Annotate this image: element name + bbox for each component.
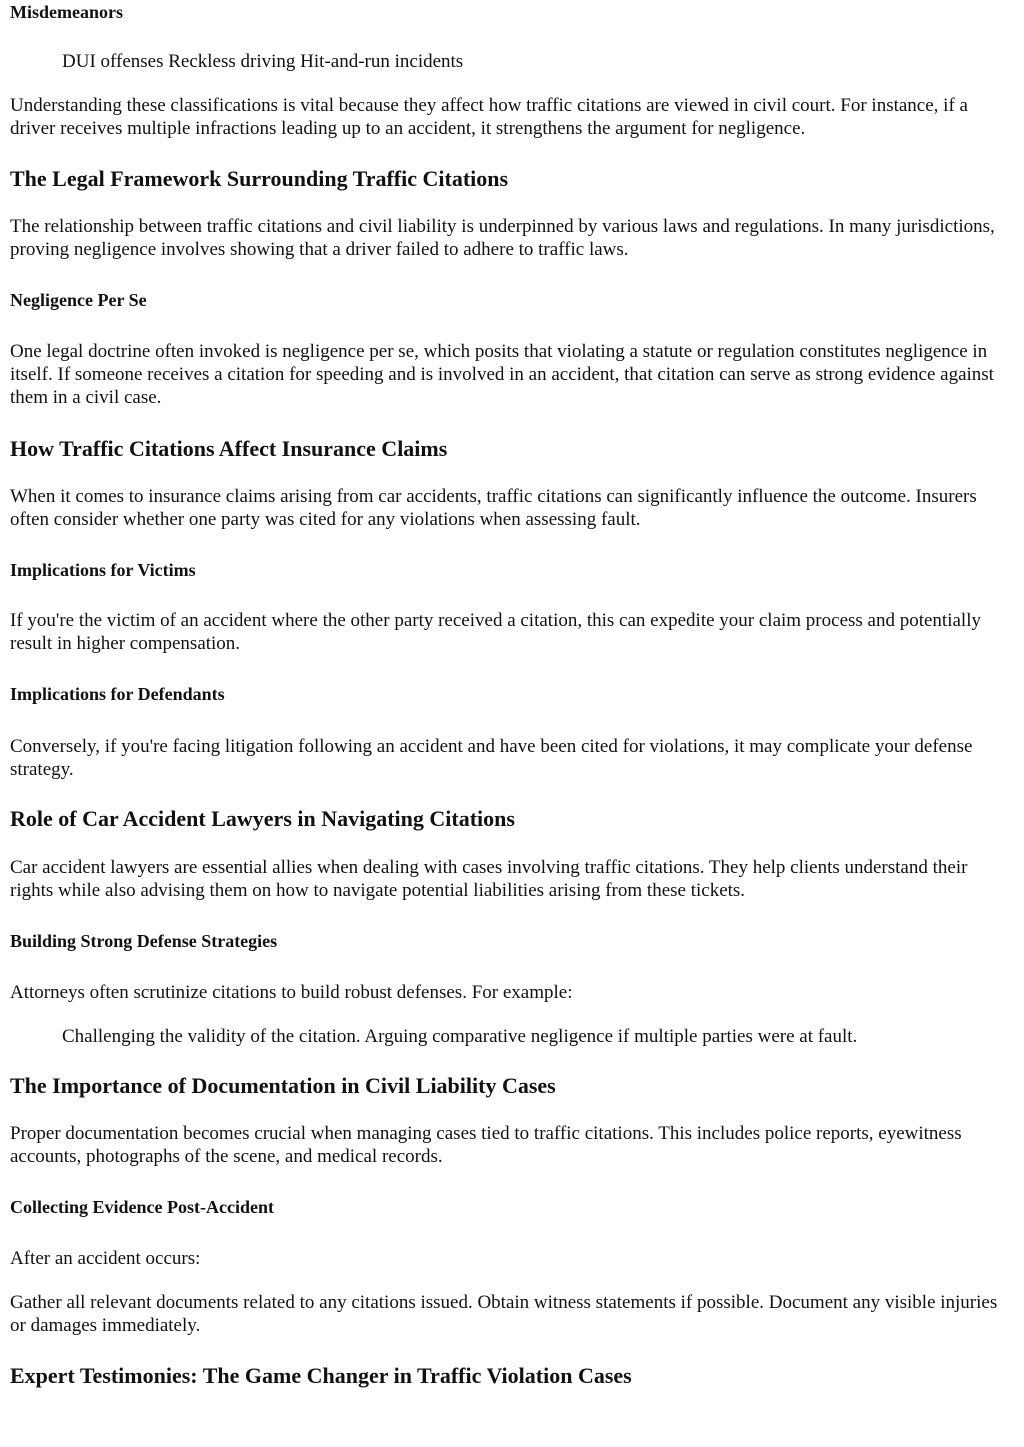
defense-strategy-examples: Challenging the validity of the citation. Arguing comparative negligence if multiple parties were at fault. [62, 1026, 858, 1047]
paragraph-negligence-per-se: One legal doctrine often invoked is negligence per se, which posits that violating a statute or regulation constitutes negligence in itself. If someone receives a citation for speeding and is involved in an accident, that citation can serve as strong evidence against them in a civil case. [10, 341, 994, 408]
paragraph-understanding: Understanding these classifications is vital because they affect how traffic citations are viewed in civil court. For instance, if a driver receives multiple infractions leading up to an accident, it strengthens the argument for negligence. [10, 95, 968, 139]
heading-insurance-claims: How Traffic Citations Affect Insurance Claims [10, 436, 448, 461]
heading-car-accident-lawyers: Role of Car Accident Lawyers in Navigating Citations [10, 806, 515, 831]
heading-collecting-evidence: Collecting Evidence Post-Accident [10, 1197, 274, 1217]
heading-expert-testimonies: Expert Testimonies: The Game Changer in Traffic Violation Cases [10, 1363, 632, 1388]
heading-legal-framework: The Legal Framework Surrounding Traffic Citations [10, 166, 509, 191]
heading-negligence-per-se: Negligence Per Se [10, 290, 147, 310]
heading-implications-victims: Implications for Victims [10, 560, 196, 580]
heading-misdemeanors: Misdemeanors [10, 2, 123, 22]
paragraph-implications-victims: If you're the victim of an accident where the other party received a citation, this can expedite your claim process and potentially result in higher compensation. [10, 610, 981, 654]
paragraph-legal-framework: The relationship between traffic citations and civil liability is underpinned by various laws and regulations. In many jurisdictions, proving negligence involves showing that a driver failed to adhere to traffic laws. [10, 216, 995, 260]
article-page [0, 1, 1024, 1447]
heading-defense-strategies: Building Strong Defense Strategies [10, 931, 278, 951]
misdemeanor-examples: DUI offenses Reckless driving Hit-and-run incidents [62, 51, 464, 72]
paragraph-defense-strategies: Attorneys often scrutinize citations to build robust defenses. For example: [10, 982, 573, 1003]
paragraph-insurance-claims: When it comes to insurance claims arising from car accidents, traffic citations can significantly influence the outcome. Insurers often consider whether one party was cited for any violations when assessing fault. [10, 486, 977, 530]
heading-documentation: The Importance of Documentation in Civil Liability Cases [10, 1073, 556, 1098]
heading-implications-defendants: Implications for Defendants [10, 684, 225, 704]
paragraph-gather-documents: Gather all relevant documents related to any citations issued. Obtain witness statements if possible. Document any visible injuries or damages immediately. [10, 1292, 998, 1336]
paragraph-car-accident-lawyers: Car accident lawyers are essential allies when dealing with cases involving traffic citations. They help clients understand their rights while also advising them on how to navigate potential liabilities arising from these tickets. [10, 857, 968, 901]
paragraph-documentation: Proper documentation becomes crucial when managing cases tied to traffic citations. This includes police reports, eyewitness accounts, photographs of the scene, and medical records. [10, 1123, 962, 1167]
paragraph-implications-defendants: Conversely, if you're facing litigation following an accident and have been cited for violations, it may complicate your defense strategy. [10, 736, 973, 780]
paragraph-after-accident: After an accident occurs: [10, 1248, 201, 1269]
